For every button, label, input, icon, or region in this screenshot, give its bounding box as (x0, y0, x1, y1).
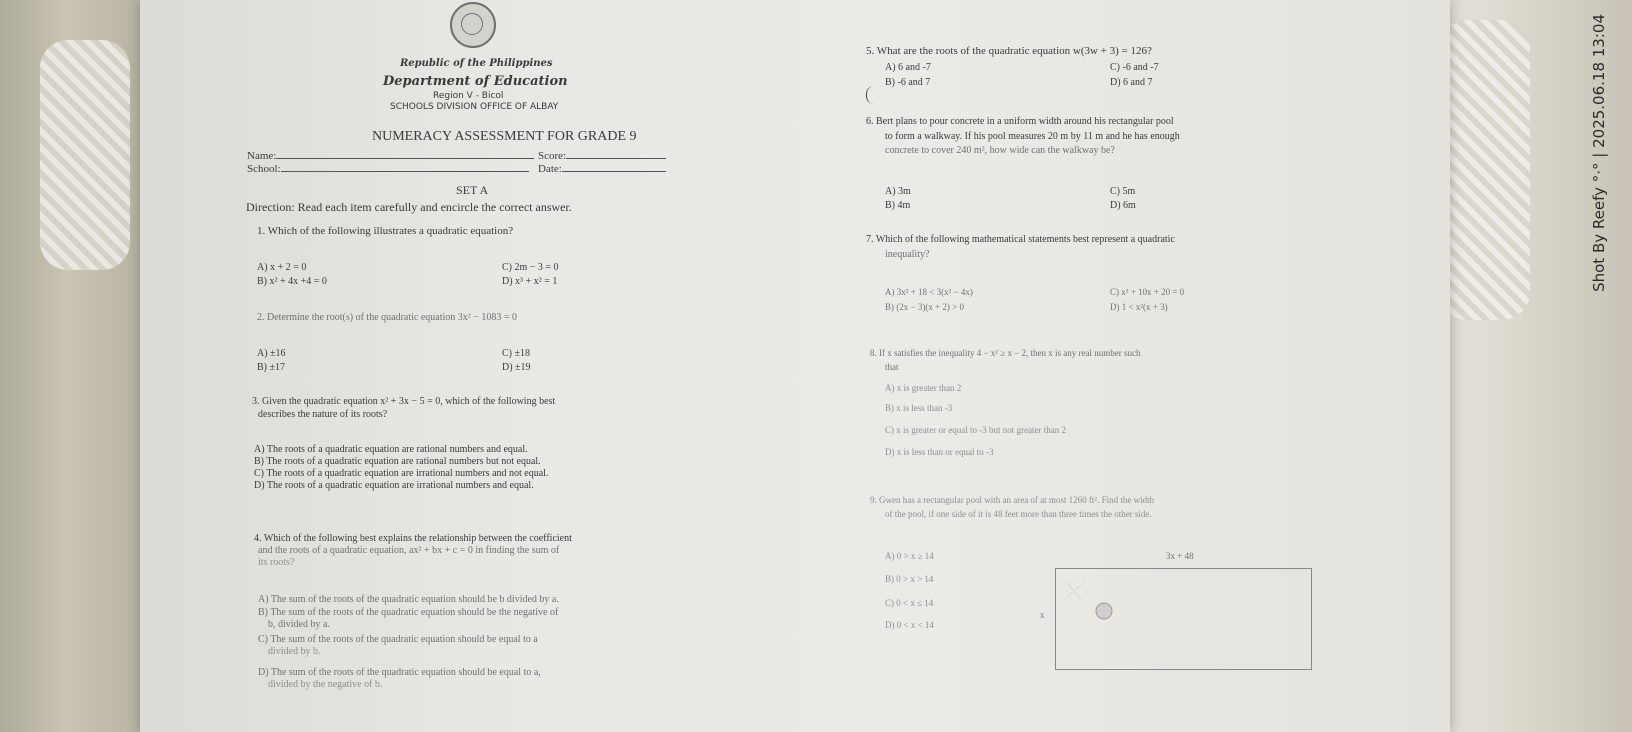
q2-option-a[interactable]: A) ±16 (257, 348, 286, 359)
q5-option-d[interactable]: D) 6 and 7 (1110, 77, 1153, 88)
q8-stem-line1: 8. If x satisfies the inequality 4 − x² ≥ x − 2, then x is any real number such (870, 348, 1141, 358)
q5-stem: 5. What are the roots of the quadratic equation w(3w + 3) = 126? (866, 45, 1152, 57)
q9-stem-line1: 9. Gwen has a rectangular pool with an area of at most 1260 ft². Find the width (870, 495, 1155, 505)
q4-stem-line3: its roots? (258, 557, 295, 568)
q1-option-d[interactable]: D) x³ + x² = 1 (502, 276, 558, 287)
q8-option-c[interactable]: C) x is greater or equal to -3 but not greater than 2 (885, 425, 1066, 435)
date-field[interactable] (538, 161, 666, 175)
q1-option-b[interactable]: B) x² + 4x +4 = 0 (257, 276, 327, 287)
q3-stem-line2: describes the nature of its roots? (258, 409, 388, 420)
q4-option-b-cont: b, divided by a. (268, 619, 330, 630)
q9-option-b[interactable]: B) 0 > x > 14 (885, 574, 934, 584)
assessment-title: NUMERACY ASSESSMENT FOR GRADE 9 (372, 129, 637, 144)
q7-stem-line1: 7. Which of the following mathematical statements best represent a quadratic (866, 234, 1175, 245)
q6-stem-line2: to form a walkway. If his pool measures 20 m by 11 m and he has enough (885, 131, 1180, 142)
q4-option-d[interactable]: D) The sum of the roots of the quadratic equation should be equal to a, (258, 667, 541, 678)
name-field[interactable] (247, 148, 534, 162)
school-label: School: (247, 163, 281, 175)
q1-option-c[interactable]: C) 2m − 3 = 0 (502, 262, 559, 273)
q8-stem-line2: that (885, 362, 899, 372)
q2-option-c[interactable]: C) ±18 (502, 348, 530, 359)
score-label: Score: (538, 150, 567, 162)
set-label: SET A (456, 183, 489, 197)
q6-stem-line3: concrete to cover 240 m², how wide can the walkway be? (885, 145, 1115, 156)
q2-option-d[interactable]: D) ±19 (502, 362, 531, 373)
name-label: Name: (247, 150, 277, 162)
q3-option-a[interactable]: A) The roots of a quadratic equation are rational numbers and equal. (254, 444, 528, 455)
q4-option-b[interactable]: B) The sum of the roots of the quadratic equation should be the negative of (258, 607, 559, 618)
school-field[interactable] (247, 161, 529, 175)
q4-stem-line2: and the roots of a quadratic equation, ax² + bx + c = 0 in finding the sum of (258, 545, 560, 556)
date-label: Date: (538, 163, 562, 175)
q4-stem-line1: 4. Which of the following best explains the relationship between the coefficient (254, 533, 572, 544)
q9-option-c[interactable]: C) 0 < x ≤ 14 (885, 598, 934, 608)
region-line: Region V - Bicol (433, 91, 504, 101)
q3-option-c[interactable]: C) The roots of a quadratic equation are irrational numbers and not equal. (254, 468, 549, 479)
float-ring-icon (1096, 603, 1112, 619)
q7-stem-line2: inequality? (885, 249, 930, 260)
republic-line: Republic of the Philippines (400, 58, 553, 69)
pool-illustration (1056, 569, 1311, 669)
q7-option-b[interactable]: B) (2x − 3)(x + 2) > 0 (885, 302, 964, 312)
q3-option-d[interactable]: D) The roots of a quadratic equation are irrational numbers and equal. (254, 480, 534, 491)
pool-length-label: 3x + 48 (1166, 551, 1194, 561)
q1-option-a[interactable]: A) x + 2 = 0 (257, 262, 307, 273)
q6-option-d[interactable]: D) 6m (1110, 200, 1136, 211)
q9-stem-line2: of the pool, if one side of it is 48 feet more than three times the other side. (885, 509, 1152, 519)
q2-stem: 2. Determine the root(s) of the quadratic equation 3x² − 1083 = 0 (257, 312, 518, 323)
q6-option-a[interactable]: A) 3m (885, 186, 911, 197)
q8-option-b[interactable]: B) x is less than -3 (885, 403, 953, 413)
q2-option-b[interactable]: B) ±17 (257, 362, 285, 373)
deped-seal-icon (450, 2, 496, 48)
curtain-left (40, 40, 130, 270)
q4-option-c[interactable]: C) The sum of the roots of the quadratic equation should be equal to a (258, 634, 538, 645)
q4-option-d-cont: divided by the negative of b. (268, 679, 383, 690)
q6-option-b[interactable]: B) 4m (885, 200, 911, 211)
pool-width-label: x (1040, 610, 1045, 620)
score-field[interactable] (538, 148, 666, 162)
q3-option-b[interactable]: B) The roots of a quadratic equation are rational numbers but not equal. (254, 456, 541, 467)
q9-option-a[interactable]: A) 0 > x ≥ 14 (885, 551, 934, 561)
q8-option-a[interactable]: A) x is greater than 2 (885, 383, 962, 393)
q9-option-d[interactable]: D) 0 < x < 14 (885, 620, 934, 630)
q6-option-c[interactable]: C) 5m (1110, 186, 1136, 197)
q5-option-c[interactable]: C) -6 and -7 (1110, 62, 1159, 73)
q7-option-c[interactable]: C) x² + 10x + 20 = 0 (1110, 287, 1185, 297)
q1-stem: 1. Which of the following illustrates a quadratic equation? (257, 225, 514, 237)
q5-option-a[interactable]: A) 6 and -7 (885, 62, 931, 73)
q3-stem-line1: 3. Given the quadratic equation x² + 3x − 5 = 0, which of the following best (252, 396, 556, 407)
department-line: Department of Education (383, 74, 568, 89)
direction-text: Direction: Read each item carefully and encircle the correct answer. (246, 200, 572, 214)
q4-option-c-cont: divided by b. (268, 646, 321, 657)
q7-option-d[interactable]: D) 1 < x²(x + 3) (1110, 302, 1168, 312)
q5-option-b[interactable]: B) -6 and 7 (885, 77, 931, 88)
pen-mark (866, 86, 875, 104)
pool-figure (1055, 568, 1312, 670)
q6-stem-line1: 6. Bert plans to pour concrete in a uniform width around his rectangular pool (866, 116, 1174, 127)
q7-option-a[interactable]: A) 3x² + 18 < 3(x² − 4x) (885, 287, 973, 297)
q8-option-d[interactable]: D) x is less than or equal to -3 (885, 447, 994, 457)
curtain-right (1440, 20, 1530, 320)
camera-watermark: Shot By Reefy °·° | 2025.06.18 13:04 (1590, 14, 1608, 292)
pinwheel-icon (1062, 579, 1086, 603)
division-line: SCHOOLS DIVISION OFFICE OF ALBAY (390, 102, 559, 112)
q4-option-a[interactable]: A) The sum of the roots of the quadratic equation should be b divided by a. (258, 594, 559, 605)
